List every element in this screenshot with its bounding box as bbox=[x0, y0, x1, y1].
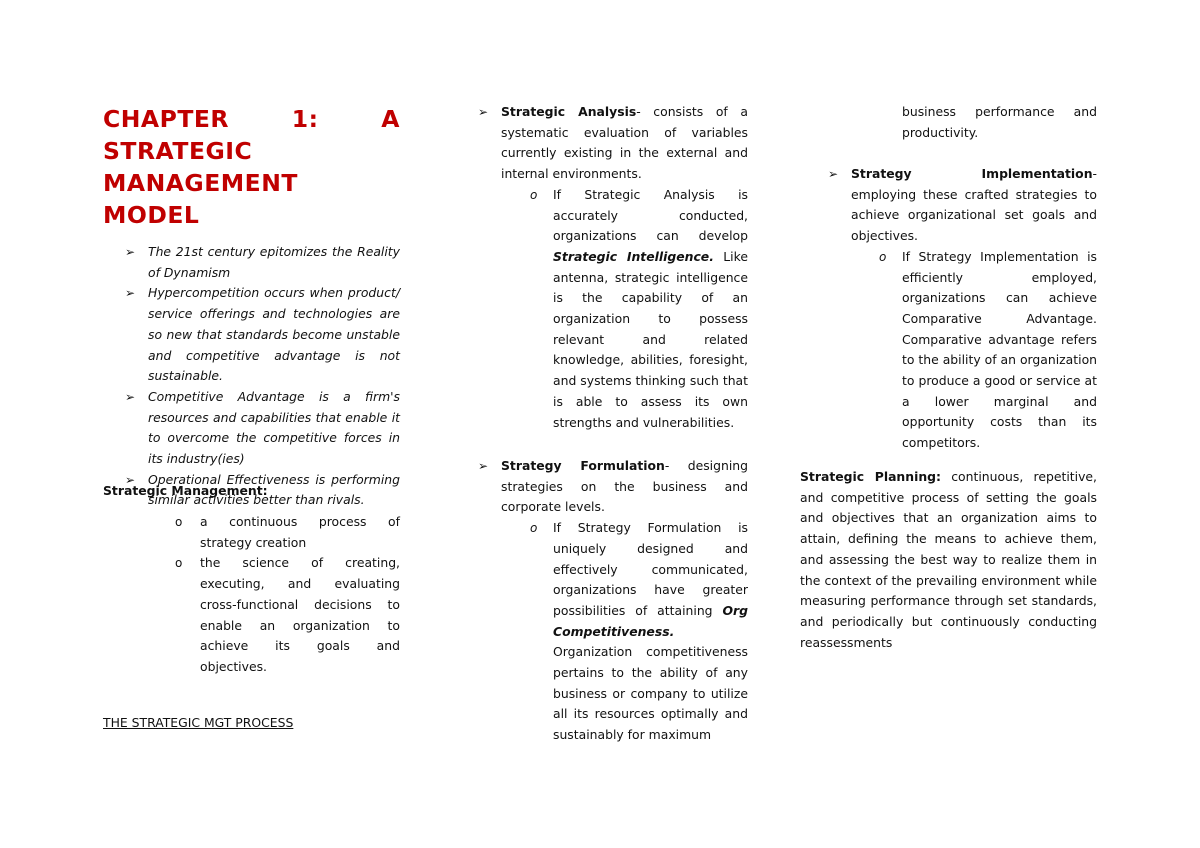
sub-list bbox=[530, 185, 748, 433]
intro-bullet-list bbox=[125, 242, 400, 511]
list-item: ➢ Strategic Analysis- consists of a systematic evaluation of variables currently existing in the external and internal environments. o If Strategic Analysis is accurately conducted, organizations can develop Strategic Intelligence. Like antenna, strategic intelligence is the capability of an organization to possess relevant and related knowledge, abilities, foresight, and systems thinking such that is able to assess its own strengths and vulnerabilities. bbox=[478, 102, 748, 433]
title-word: A bbox=[381, 105, 400, 133]
term: Org Competitiveness. bbox=[553, 602, 748, 639]
list-item: ➢ The 21st century epitomizes the Reality of Dynamism bbox=[125, 244, 400, 280]
arrow-bullet-icon: ➢ bbox=[125, 472, 136, 487]
sub-list bbox=[879, 247, 1097, 454]
title-word: 1: bbox=[291, 105, 319, 133]
chapter-title bbox=[103, 103, 400, 231]
process-heading: THE STRATEGIC MGT PROCESS bbox=[103, 715, 294, 730]
circle-bullet-icon: o bbox=[530, 521, 538, 536]
term: Strategy Formulation bbox=[501, 458, 665, 473]
term: Strategy Implementation bbox=[851, 166, 1093, 181]
arrow-bullet-icon: ➢ bbox=[828, 167, 839, 181]
analysis-section bbox=[478, 102, 748, 433]
list-item: ➢ Strategy Formulation- designing strategies on the business and corporate levels. o If Strategy Formulation is uniquely designed and effectively communicated, organizations have greater possibilities of attaining Org Competitiveness. Organization competitiveness pertains to the ability of any business or company to utilize all its resources optimally and sustainably for maximum bbox=[478, 456, 748, 746]
list-item: o If Strategic Analysis is accurately conducted, organizations can develop Strategic Intelligence. Like antenna, strategic intelligence is the capability of an organization to possess relevant and related knowledge, abilities, foresight, and systems thinking such that is able to assess its own strengths and vulnerabilities. bbox=[530, 186, 748, 430]
term: Strategic Analysis bbox=[501, 104, 637, 119]
title-line: MODEL bbox=[103, 201, 200, 229]
term: Strategic Planning: bbox=[800, 469, 941, 484]
list-item: o If Strategy Implementation is efficiently employed, organizations can achieve Comparative Advantage. Comparative advantage refers to the ability of an organization to produce a good or service at a lower marginal and opportunity costs than its competitors. bbox=[879, 248, 1097, 451]
circle-bullet-icon: o bbox=[175, 515, 183, 529]
implementation-section bbox=[828, 164, 1097, 454]
continuation-text: business performance and productivity. bbox=[902, 104, 1097, 140]
list-item: o If Strategy Formulation is uniquely designed and effectively communicated, organizations have greater possibilities of attaining Org Competitiveness. Organization competitiveness pertains to the ability of any business or company to utilize all its resources optimally and sustainably for maximum bbox=[530, 520, 748, 743]
title-word: CHAPTER bbox=[103, 105, 230, 133]
sub-list bbox=[530, 518, 748, 746]
arrow-bullet-icon: ➢ bbox=[125, 389, 136, 404]
title-line: STRATEGIC bbox=[103, 137, 253, 165]
term: Strategic Intelligence. bbox=[553, 248, 714, 264]
circle-bullet-icon: o bbox=[879, 249, 887, 264]
arrow-bullet-icon: ➢ bbox=[125, 245, 136, 259]
circle-bullet-icon: o bbox=[175, 556, 183, 571]
list-item: ➢ Strategy Implementation- employing these crafted strategies to achieve organizational set goals and objectives. o If Strategy Implementation is efficiently employed, organizations can achieve Comparative Advantage. Comparative advantage refers to the ability of an organization to produce a good or service at a lower marginal and opportunity costs than its competitors. bbox=[828, 164, 1097, 454]
strategic-planning-paragraph: Strategic Planning: continuous, repetitive, and competitive process of setting the goals and objectives that an organization aims to attain, defining the means to achieve them, and assessing the best way to realize them in the context of the prevailing environment while measuring performance through set standards, and periodically but continuously conducting reassessments bbox=[800, 469, 1097, 650]
strategic-management-list bbox=[175, 512, 400, 678]
list-item: ➢ Operational Effectiveness is performing similar activities better than rivals. bbox=[125, 471, 400, 508]
strategic-management-heading: Strategic Management: bbox=[103, 483, 268, 498]
arrow-bullet-icon: ➢ bbox=[125, 286, 136, 301]
list-item: o the science of creating, executing, and evaluating cross-functional decisions to enable an organization to achieve its goals and objectives. bbox=[175, 555, 400, 674]
arrow-bullet-icon: ➢ bbox=[478, 459, 489, 473]
title-line: MANAGEMENT bbox=[103, 169, 298, 197]
circle-bullet-icon: o bbox=[530, 187, 538, 202]
list-item: o a continuous process of strategy creation bbox=[175, 514, 400, 550]
list-item: ➢ Competitive Advantage is a firm's resources and capabilities that enable it to overcome the competitive forces in its industry(ies) bbox=[125, 388, 400, 467]
formulation-section bbox=[478, 456, 748, 746]
arrow-bullet-icon: ➢ bbox=[478, 105, 489, 119]
list-item: ➢ Hypercompetition occurs when product/ service offerings and technologies are so new that standards become unstable and competitive advantage is not sustainable. bbox=[125, 285, 400, 384]
